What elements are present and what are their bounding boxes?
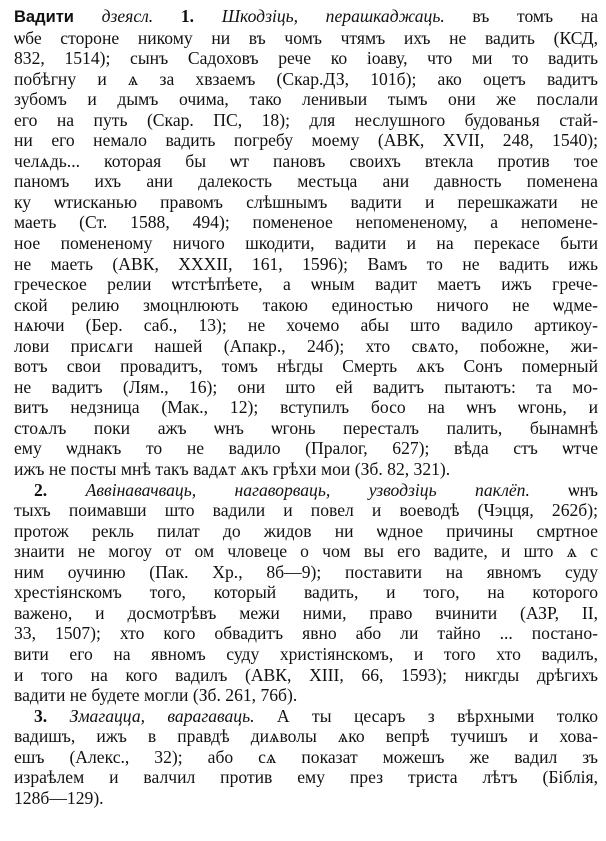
text-line: ской релию змоцнлюють такою единостью ничого не ѡдме-: [14, 294, 598, 315]
text-line: ним оучиню (Пак. Хр., 8б—9); поставити на явномъ суду: [14, 561, 598, 582]
text-line: вити его на явномъ суду христіянскомъ, и того хто вадилъ,: [14, 643, 598, 664]
text-line: витъ недзница (Мак., 12); вступилъ босо на ѡнъ ѡгонь, и: [14, 397, 598, 418]
sense-number: 2.: [34, 479, 48, 500]
text-line: стоѧлъ поки ажъ ѡнъ ѡгонь пересталъ палить, бынамнѣ: [14, 417, 598, 438]
text-line: ное помененому ничого шкодити, вадити и на перекасе быти: [14, 233, 598, 254]
text-line: челѧдь... которая бы ѡт пановъ своихъ втекла против тое: [14, 150, 598, 171]
text-line: не вадитъ (Лям., 16); они што ей вадитъ пытаютъ: та мо-: [14, 376, 598, 397]
sense-gloss: Шкодзіць, перашкаджаць.: [221, 6, 445, 26]
text-line: ему ѡднакъ то не вадило (Пралог, 627); вѣда стъ ѡтче: [14, 438, 598, 459]
text-line: вадити не будете могли (Зб. 261, 76б).: [14, 685, 298, 706]
text-line: ни его немало вадить погребу моему (АВК, XVII, 248, 1540);: [14, 130, 598, 151]
headword: Вадити: [14, 8, 74, 26]
sense-3: [14, 706, 598, 809]
text-line: и того на кого вадилъ (АВК, XIII, 66, 1593); никгды дрѣгихъ: [14, 664, 598, 685]
text-line: не маеть (АВК, XXXII, 161, 1596); Вамъ то не вадить ижь: [14, 253, 598, 274]
text-line: ешъ (Алекс., 32); або сѧ показат можешъ же вадил зъ: [14, 746, 598, 767]
sense-text: ѡнъ: [529, 479, 598, 500]
text-line: протож рекль пилат до жидов ни ѡдное причины смртное: [14, 520, 598, 541]
text-line: лови присѧги нашей (Апакр., 24б); хто свѧто, побожне, жи-: [14, 335, 598, 356]
part-of-speech: дзеясл.: [101, 6, 154, 26]
sense-2: [14, 480, 598, 706]
text-line: ѡбе стороне никому ни въ чомъ чтямъ ихъ не вадить (КСД,: [14, 27, 598, 48]
sense-text: въ томъ на: [444, 6, 598, 26]
text-line: важено, и досмотрѣвъ межи ними, право вчинити (АЗР, II,: [14, 602, 598, 623]
text-line: побѣгну и ѧ за хвзаемъ (Скар.ДЗ, 101б); ако оцетъ вадитъ: [14, 68, 598, 89]
sense-gloss: Змагацца, варагаваць.: [69, 705, 255, 726]
text-line: вотъ свои провадитъ, томъ нѣгды Смерть ѧкъ Сонъ померный: [14, 356, 598, 377]
sense-3-line-0: [14, 706, 598, 727]
text-line: хрестіянскомъ того, который вадить, и того, на которого: [14, 582, 598, 603]
text-line: его на путь (Скар. ПС, 18); для неслушного будованья стай-: [14, 109, 598, 130]
sense-1: [14, 6, 598, 480]
text-line: 33, 1507); хто кого обвадитъ явно або ли тайно ... постано-: [14, 623, 598, 644]
text-line: израѣлем и валчил против ему през триста лѣтъ (Біблія,: [14, 767, 598, 788]
sense-text: А ты цесаръ з вѣрхными толко: [254, 705, 598, 726]
text-line: 128б—129).: [14, 787, 104, 808]
text-line: 832, 1514); сынъ Садоховъ рече ко іоаву, что ми то вадить: [14, 48, 598, 69]
text-line: ку ѡтисканью правомъ слѣшнымъ вадити и перешкажати не: [14, 191, 598, 212]
text-line: нѧючи (Бер. саб., 13); не хочемо абы што вадило артикоу-: [14, 315, 598, 336]
text-line: вадишъ, ижъ в правдѣ диѧволы ѧко вепрѣ тучишъ и хова-: [14, 726, 598, 747]
sense-number: 3.: [34, 705, 48, 726]
text-line: паномъ ихъ ани далекость местьца ани давность поменена: [14, 171, 598, 192]
text-line: знаити не могоу от ом чловеце о чом вы его вадите, и што ѧ с: [14, 541, 598, 562]
sense-1-line-0: [14, 6, 598, 28]
text-line: тыхъ поимавши што вадили и повел и воеводѣ (Чэцця, 262б);: [14, 500, 598, 521]
sense-2-line-0: [14, 480, 598, 501]
text-line: ижъ не посты мнѣ такъ вадѧт ѧкъ грѣхи мои (Зб. 82, 321).: [14, 459, 451, 480]
text-line: маеть (Ст. 1588, 494); помененое непомененому, а непомене-: [14, 212, 598, 233]
text-line: греческое релии ѡтстѣпѣете, а ѡным вадит маетъ ижъ грече-: [14, 274, 598, 295]
sense-gloss: Аввінавачваць, нагаворваць, узводзіць паклёп.: [85, 479, 530, 500]
sense-number: 1.: [180, 6, 195, 26]
text-line: зубомъ и дымъ очима, тако ленивыи тымъ они же послали: [14, 89, 598, 110]
